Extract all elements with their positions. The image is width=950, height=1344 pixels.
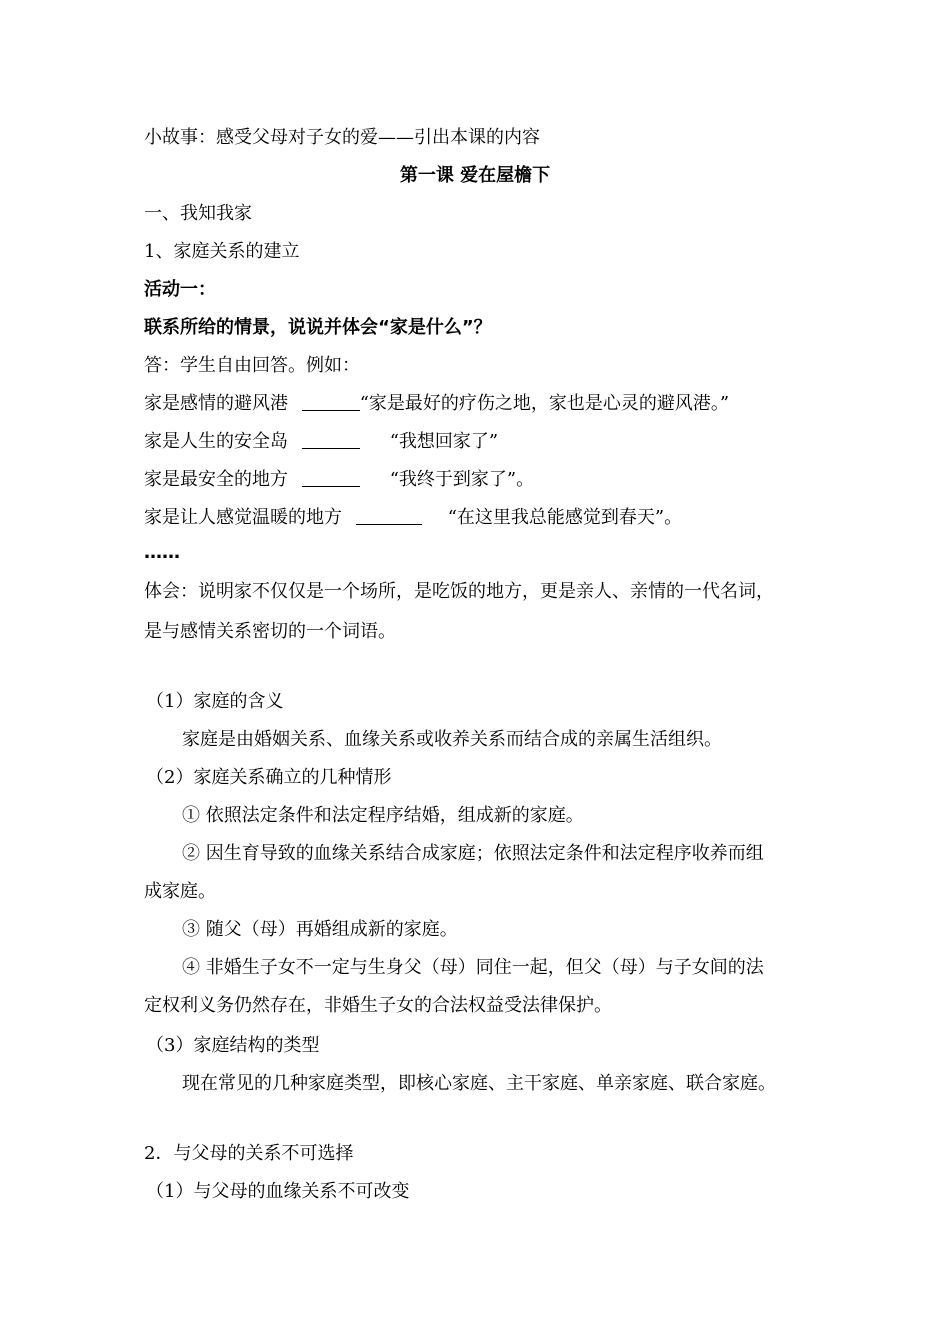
example-row [144,467,534,493]
answer-intro: 答：学生自由回答。例如： [144,355,360,376]
activity-question: 联系所给的情景，说说并体会“家是什么”？ [144,317,492,338]
insight-line-2: 是与感情关系密切的一个词语。 [144,621,396,642]
point-1-body: 家庭是由婚姻关系、血缘关系或收养关系而结合成的亲属生活组织。 [182,729,722,750]
point-2-item-2: ② 因生育导致的血缘关系结合成家庭；依照法定条件和法定程序收养而组 [182,843,764,864]
subsection-heading-2: 2．与父母的关系不可选择 [144,1143,354,1164]
lesson-title-text: 第一课 爱在屋檐下 [399,165,551,186]
insight-line-1: 体会：说明家不仅仅是一个场所，是吃饭的地方，更是亲人、亲情的一代名词， [144,581,774,602]
example-right: “家是最好的疗伤之地，家也是心灵的避风港。” [359,393,730,414]
answer-blank [302,468,360,487]
point-1-heading: （1）家庭的含义 [146,691,284,712]
intro-line: 小故事：感受父母对子女的爱——引出本课的内容 [144,127,540,148]
point-3-body: 现在常见的几种家庭类型，即核心家庭、主干家庭、单亲家庭、联合家庭。 [182,1073,776,1094]
point-2-item-2-cont: 成家庭。 [144,881,216,902]
example-left: 家是让人感觉温暖的地方 [144,507,342,528]
subsection-heading-1: 1、家庭关系的建立 [144,241,300,262]
point-2-item-4-cont: 定权利义务仍然存在，非婚生子女的合法权益受法律保护。 [144,995,612,1016]
answer-blank [302,430,360,449]
example-row [144,429,498,455]
point-2-item-4: ④ 非婚生子女不一定与生身父（母）同住一起，但父（母）与子女间的法 [182,957,764,978]
example-row [144,505,682,531]
lesson-title [0,163,950,189]
example-left: 家是最安全的地方 [144,469,288,490]
subsection-2-point-1: （1）与父母的血缘关系不可改变 [146,1181,410,1202]
example-left: 家是人生的安全岛 [144,431,288,452]
activity-label: 活动一： [144,279,216,300]
example-right: “在这里我总能感觉到春天”。 [447,507,683,528]
point-2-heading: （2）家庭关系确立的几种情形 [146,767,392,788]
example-left: 家是感情的避风港 [144,393,288,414]
section-heading-1: 一、我知我家 [144,203,252,224]
example-right: “我终于到家了”。 [389,469,535,490]
point-3-heading: （3）家庭结构的类型 [146,1035,320,1056]
answer-blank [356,506,422,525]
answer-blank [302,392,360,411]
point-2-item-3: ③ 随父（母）再婚组成新的家庭。 [182,919,458,940]
ellipsis: …… [144,542,180,563]
example-right: “我想回家了” [389,431,499,452]
example-row [144,391,729,417]
point-2-item-1: ① 依照法定条件和法定程序结婚，组成新的家庭。 [182,805,584,826]
